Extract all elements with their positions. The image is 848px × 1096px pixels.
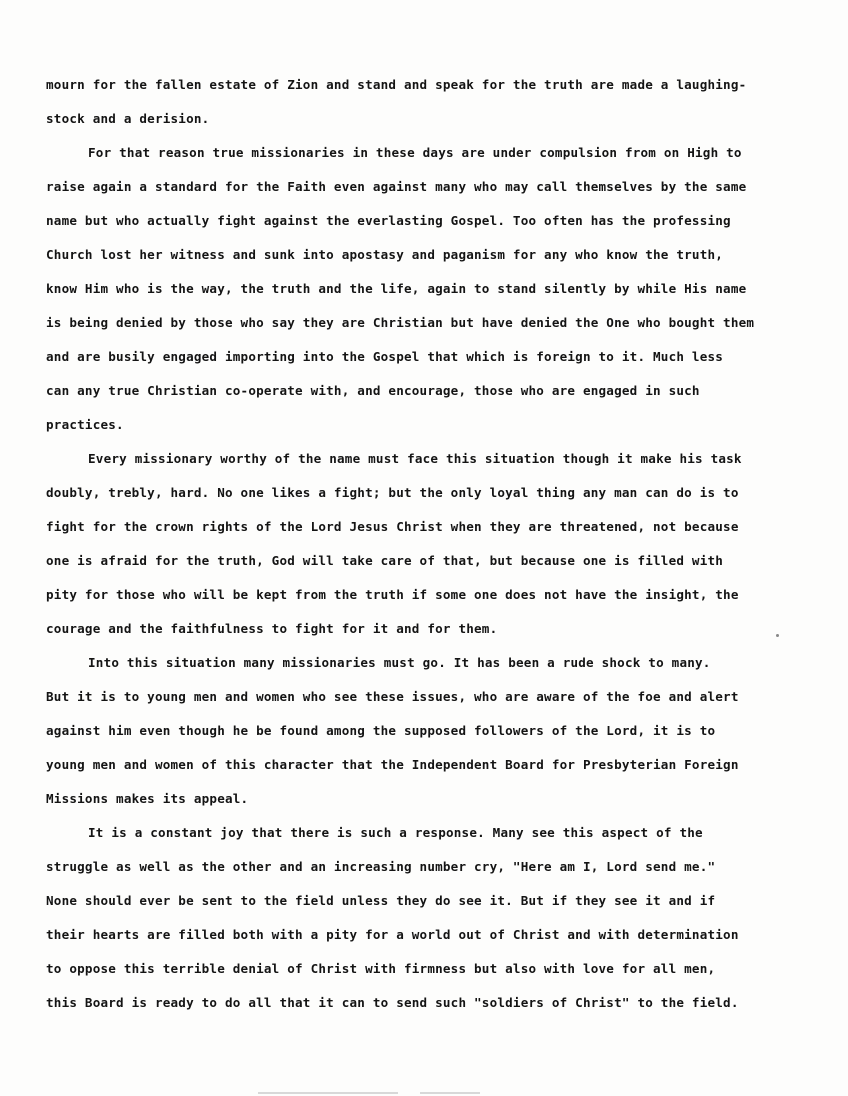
paragraph	[46, 68, 816, 136]
text-line: Every missionary worthy of the name must face this situation though it make his task	[88, 451, 742, 466]
text-line: against him even though he be found among the supposed followers of the Lord, it is to	[46, 723, 716, 738]
paragraph	[46, 816, 816, 1020]
text-line: to oppose this terrible denial of Christ with firmness but also with love for all men,	[46, 961, 716, 976]
document-body	[46, 68, 816, 1020]
text-line: It is a constant joy that there is such a response. Many see this aspect of the	[88, 825, 703, 840]
text-line: stock and a derision.	[46, 111, 210, 126]
text-line: name but who actually fight against the everlasting Gospel. Too often has the professing	[46, 213, 731, 228]
text-line: struggle as well as the other and an increasing number cry, "Here am I, Lord send me."	[46, 859, 716, 874]
paragraph	[46, 136, 816, 442]
text-line: None should ever be sent to the field unless they do see it. But if they see it and if	[46, 893, 716, 908]
text-line: mourn for the fallen estate of Zion and stand and speak for the truth are made a laughing-	[46, 77, 747, 92]
scan-edge-mark	[258, 1092, 398, 1094]
paragraph	[46, 646, 816, 816]
paragraph	[46, 442, 816, 646]
text-line: can any true Christian co-operate with, and encourage, those who are engaged in such	[46, 383, 700, 398]
text-line: For that reason true missionaries in these days are under compulsion from on High to	[88, 145, 742, 160]
scan-edge-mark	[420, 1092, 480, 1094]
text-line: their hearts are filled both with a pity for a world out of Christ and with determination	[46, 927, 739, 942]
text-line: But it is to young men and women who see these issues, who are aware of the foe and alert	[46, 689, 739, 704]
text-line: Church lost her witness and sunk into apostasy and paganism for any who know the truth,	[46, 247, 724, 262]
text-line: one is afraid for the truth, God will take care of that, but because one is filled with	[46, 553, 724, 568]
text-line: Into this situation many missionaries must go. It has been a rude shock to many.	[88, 655, 711, 670]
text-line: fight for the crown rights of the Lord Jesus Christ when they are threatened, not because	[46, 519, 739, 534]
text-line: doubly, trebly, hard. No one likes a fight; but the only loyal thing any man can do is to	[46, 485, 739, 500]
text-line: and are busily engaged importing into the Gospel that which is foreign to it. Much less	[46, 349, 724, 364]
text-line: know Him who is the way, the truth and the life, again to stand silently by while His name	[46, 281, 747, 296]
text-line: pity for those who will be kept from the truth if some one does not have the insight, the	[46, 587, 739, 602]
text-line: this Board is ready to do all that it can to send such "soldiers of Christ" to the field.	[46, 995, 739, 1010]
text-line: courage and the faithfulness to fight for it and for them.	[46, 621, 498, 636]
scan-speck	[776, 634, 779, 637]
text-line: raise again a standard for the Faith even against many who may call themselves by the same	[46, 179, 747, 194]
text-line: young men and women of this character that the Independent Board for Presbyterian Foreign	[46, 757, 739, 772]
text-line: Missions makes its appeal.	[46, 791, 249, 806]
text-line: is being denied by those who say they are Christian but have denied the One who bought them	[46, 315, 755, 330]
text-line: practices.	[46, 417, 124, 432]
